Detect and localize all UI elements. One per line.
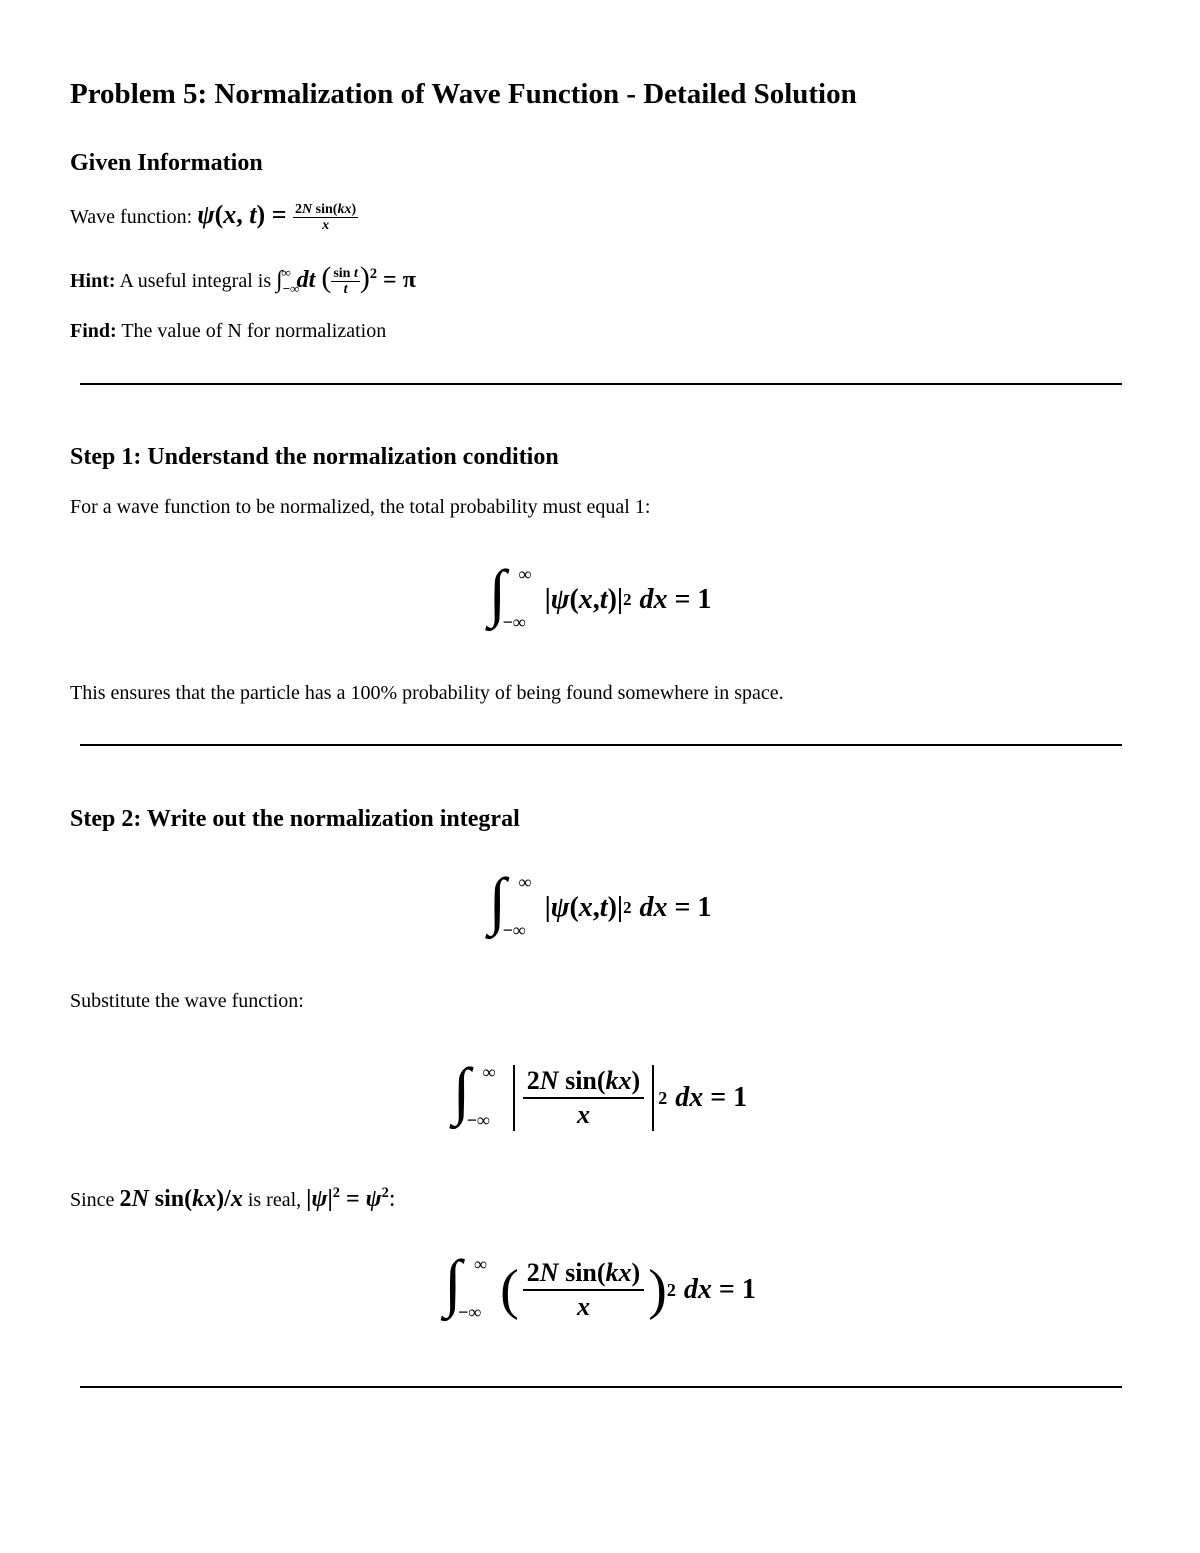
since-expression: 2N sin(kx)/x (119, 1186, 243, 1212)
hint-text: A useful integral is (119, 270, 272, 292)
integral-sign: ∫ ∞ −∞ (488, 865, 532, 940)
psi-squared-expression: $|\psi|^2 = \psi^2$: (306, 1185, 396, 1212)
find-label: Find: (70, 320, 117, 342)
since-mid: is real, (247, 1189, 302, 1211)
since-line (70, 1178, 396, 1215)
find-text: The value of N for normalization (121, 320, 387, 342)
normalization-equation-2: ∫ ∞ −∞ | ψ ( x , t )| 2 dx = 1 (70, 868, 1130, 948)
normalization-equation-1: ∫ ∞ −∞ | ψ ( x , t )| 2 dx = 1 (70, 560, 1130, 640)
step1-heading: Step 1: Understand the normalization condition (70, 444, 559, 470)
since-prefix: Since (70, 1189, 115, 1211)
integral-sign: ∫ ∞ −∞ (444, 1247, 487, 1322)
divider (80, 744, 1122, 746)
given-heading: Given Information (70, 150, 263, 176)
integral-sign: ∫ ∞ −∞ (452, 1055, 496, 1130)
step2-heading: Step 2: Write out the normalization integral (70, 806, 520, 832)
hint-integral: $\int_{-\infty}^\infty$ dt ( $\frac{\text{sin t}}{t}$ )$^2$ = π (276, 261, 416, 297)
wave-function-line (70, 200, 358, 233)
squared-equation: ∫ ∞ −∞ ( $\frac{\text{2N sin(kx)}}{x}$ ) 2 dx = 1 (70, 1250, 1130, 1330)
substitute-text: Substitute the wave function: (70, 990, 304, 1012)
find-line (70, 316, 386, 346)
step1-intro: For a wave function to be normalized, the total probability must equal 1: (70, 496, 651, 518)
page-title: Problem 5: Normalization of Wave Function - Detailed Solution (70, 78, 857, 110)
hint-line (70, 258, 416, 304)
step1-explanation: This ensures that the particle has a 100% probability of being found somewhere in space. (70, 682, 784, 704)
wave-function-formula: ψ(x, t) = $\frac{\text{2N sin(kx)}}{x}$ (197, 200, 357, 233)
substituted-equation: ∫ ∞ −∞ $\frac{\text{2N sin(kx)}}{x}$ 2 dx = 1 (70, 1058, 1130, 1138)
divider (80, 1386, 1122, 1388)
divider (80, 383, 1122, 385)
wave-function-label: Wave function: (70, 206, 193, 228)
hint-label: Hint: (70, 270, 116, 292)
integral-sign: ∫ ∞ −∞ (488, 557, 532, 632)
